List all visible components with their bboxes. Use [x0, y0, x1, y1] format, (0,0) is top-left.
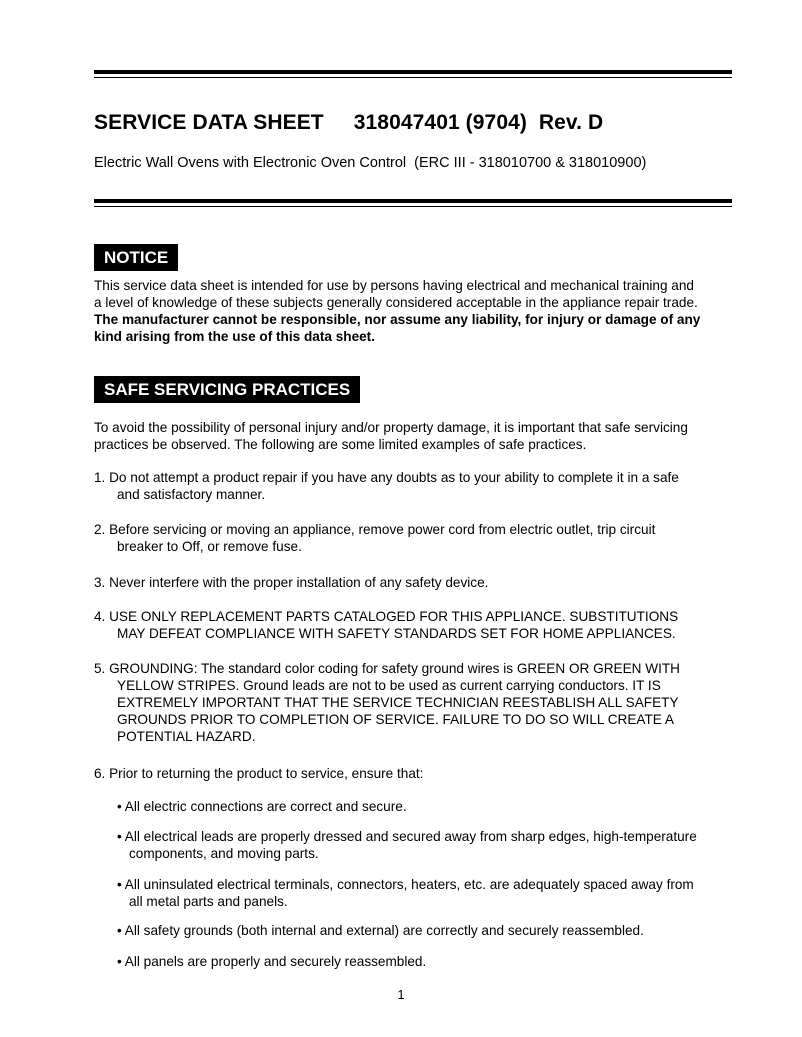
mid-rule-thick	[94, 199, 732, 203]
mid-rule-thin	[94, 206, 732, 207]
bullet-item: • All safety grounds (both internal and external) are correctly and securely reassembled.	[117, 923, 644, 938]
list-item: 3. Never interfere with the proper installation of any safety device.	[94, 575, 489, 590]
intro-line: practices be observed. The following are some limited examples of safe practices.	[94, 437, 587, 452]
bullet-item: • All electrical leads are properly dressed and secured away from sharp edges, high-temperature components, and moving parts.	[117, 829, 697, 861]
list-item: 2. Before servicing or moving an appliance, remove power cord from electric outlet, trip circuit breaker to Off, or remove fuse.	[94, 522, 656, 554]
notice-paragraph	[94, 277, 734, 345]
notice-line: This service data sheet is intended for use by persons having electrical and mechanical training and	[94, 278, 694, 293]
top-rule-thick	[94, 70, 732, 74]
bullet-item: • All panels are properly and securely reassembled.	[117, 954, 427, 969]
list-item: 4. USE ONLY REPLACEMENT PARTS CATALOGED FOR THIS APPLIANCE. SUBSTITUTIONS MAY DEFEAT COMPLIANCE WITH SAFETY STANDARDS SET FOR HOME APPLIANCES.	[94, 609, 679, 641]
safe-intro-paragraph	[94, 419, 734, 453]
notice-line: a level of knowledge of these subjects generally considered acceptable in the appliance repair trade.	[94, 295, 698, 310]
page-title	[94, 111, 603, 135]
bullet-item: • All electric connections are correct and secure.	[117, 799, 407, 814]
list-item: 5. GROUNDING: The standard color coding for safety ground wires is GREEN OR GREEN WITH YELLOW STRIPES. Ground leads are not to be used as current carrying conductors. IT IS EXTREMELY IMPORTANT THAT THE SERVICE TECHNICIAN REESTABLISH ALL SAFETY GROUNDS PRIOR TO COMPLETION OF SERVICE. FAILURE TO DO SO WILL CREATE A POTENTIAL HAZARD.	[94, 661, 680, 744]
list-item: 6. Prior to returning the product to service, ensure that:	[94, 766, 424, 781]
top-rule-thin	[94, 77, 732, 78]
bullet-item: • All uninsulated electrical terminals, connectors, heaters, etc. are adequately spaced away from all metal parts and panels.	[117, 877, 694, 909]
subtitle: Electric Wall Ovens with Electronic Oven Control (ERC III - 318010700 & 318010900)	[94, 155, 647, 171]
list-item: 1. Do not attempt a product repair if you have any doubts as to your ability to complete it in a safe and satisfactory manner.	[94, 470, 679, 502]
notice-heading: NOTICE	[94, 244, 178, 271]
notice-bold-line: The manufacturer cannot be responsible, nor assume any liability, for injury or damage of any	[94, 312, 701, 327]
intro-line: To avoid the possibility of personal injury and/or property damage, it is important that safe servicing	[94, 420, 688, 435]
doc-number: 318047401 (9704) Rev. D	[353, 111, 604, 134]
notice-bold-line: kind arising from the use of this data sheet.	[94, 329, 375, 344]
page-number: 1	[397, 987, 405, 1002]
title-text: SERVICE DATA SHEET	[94, 111, 324, 134]
safe-servicing-heading: SAFE SERVICING PRACTICES	[94, 376, 360, 403]
